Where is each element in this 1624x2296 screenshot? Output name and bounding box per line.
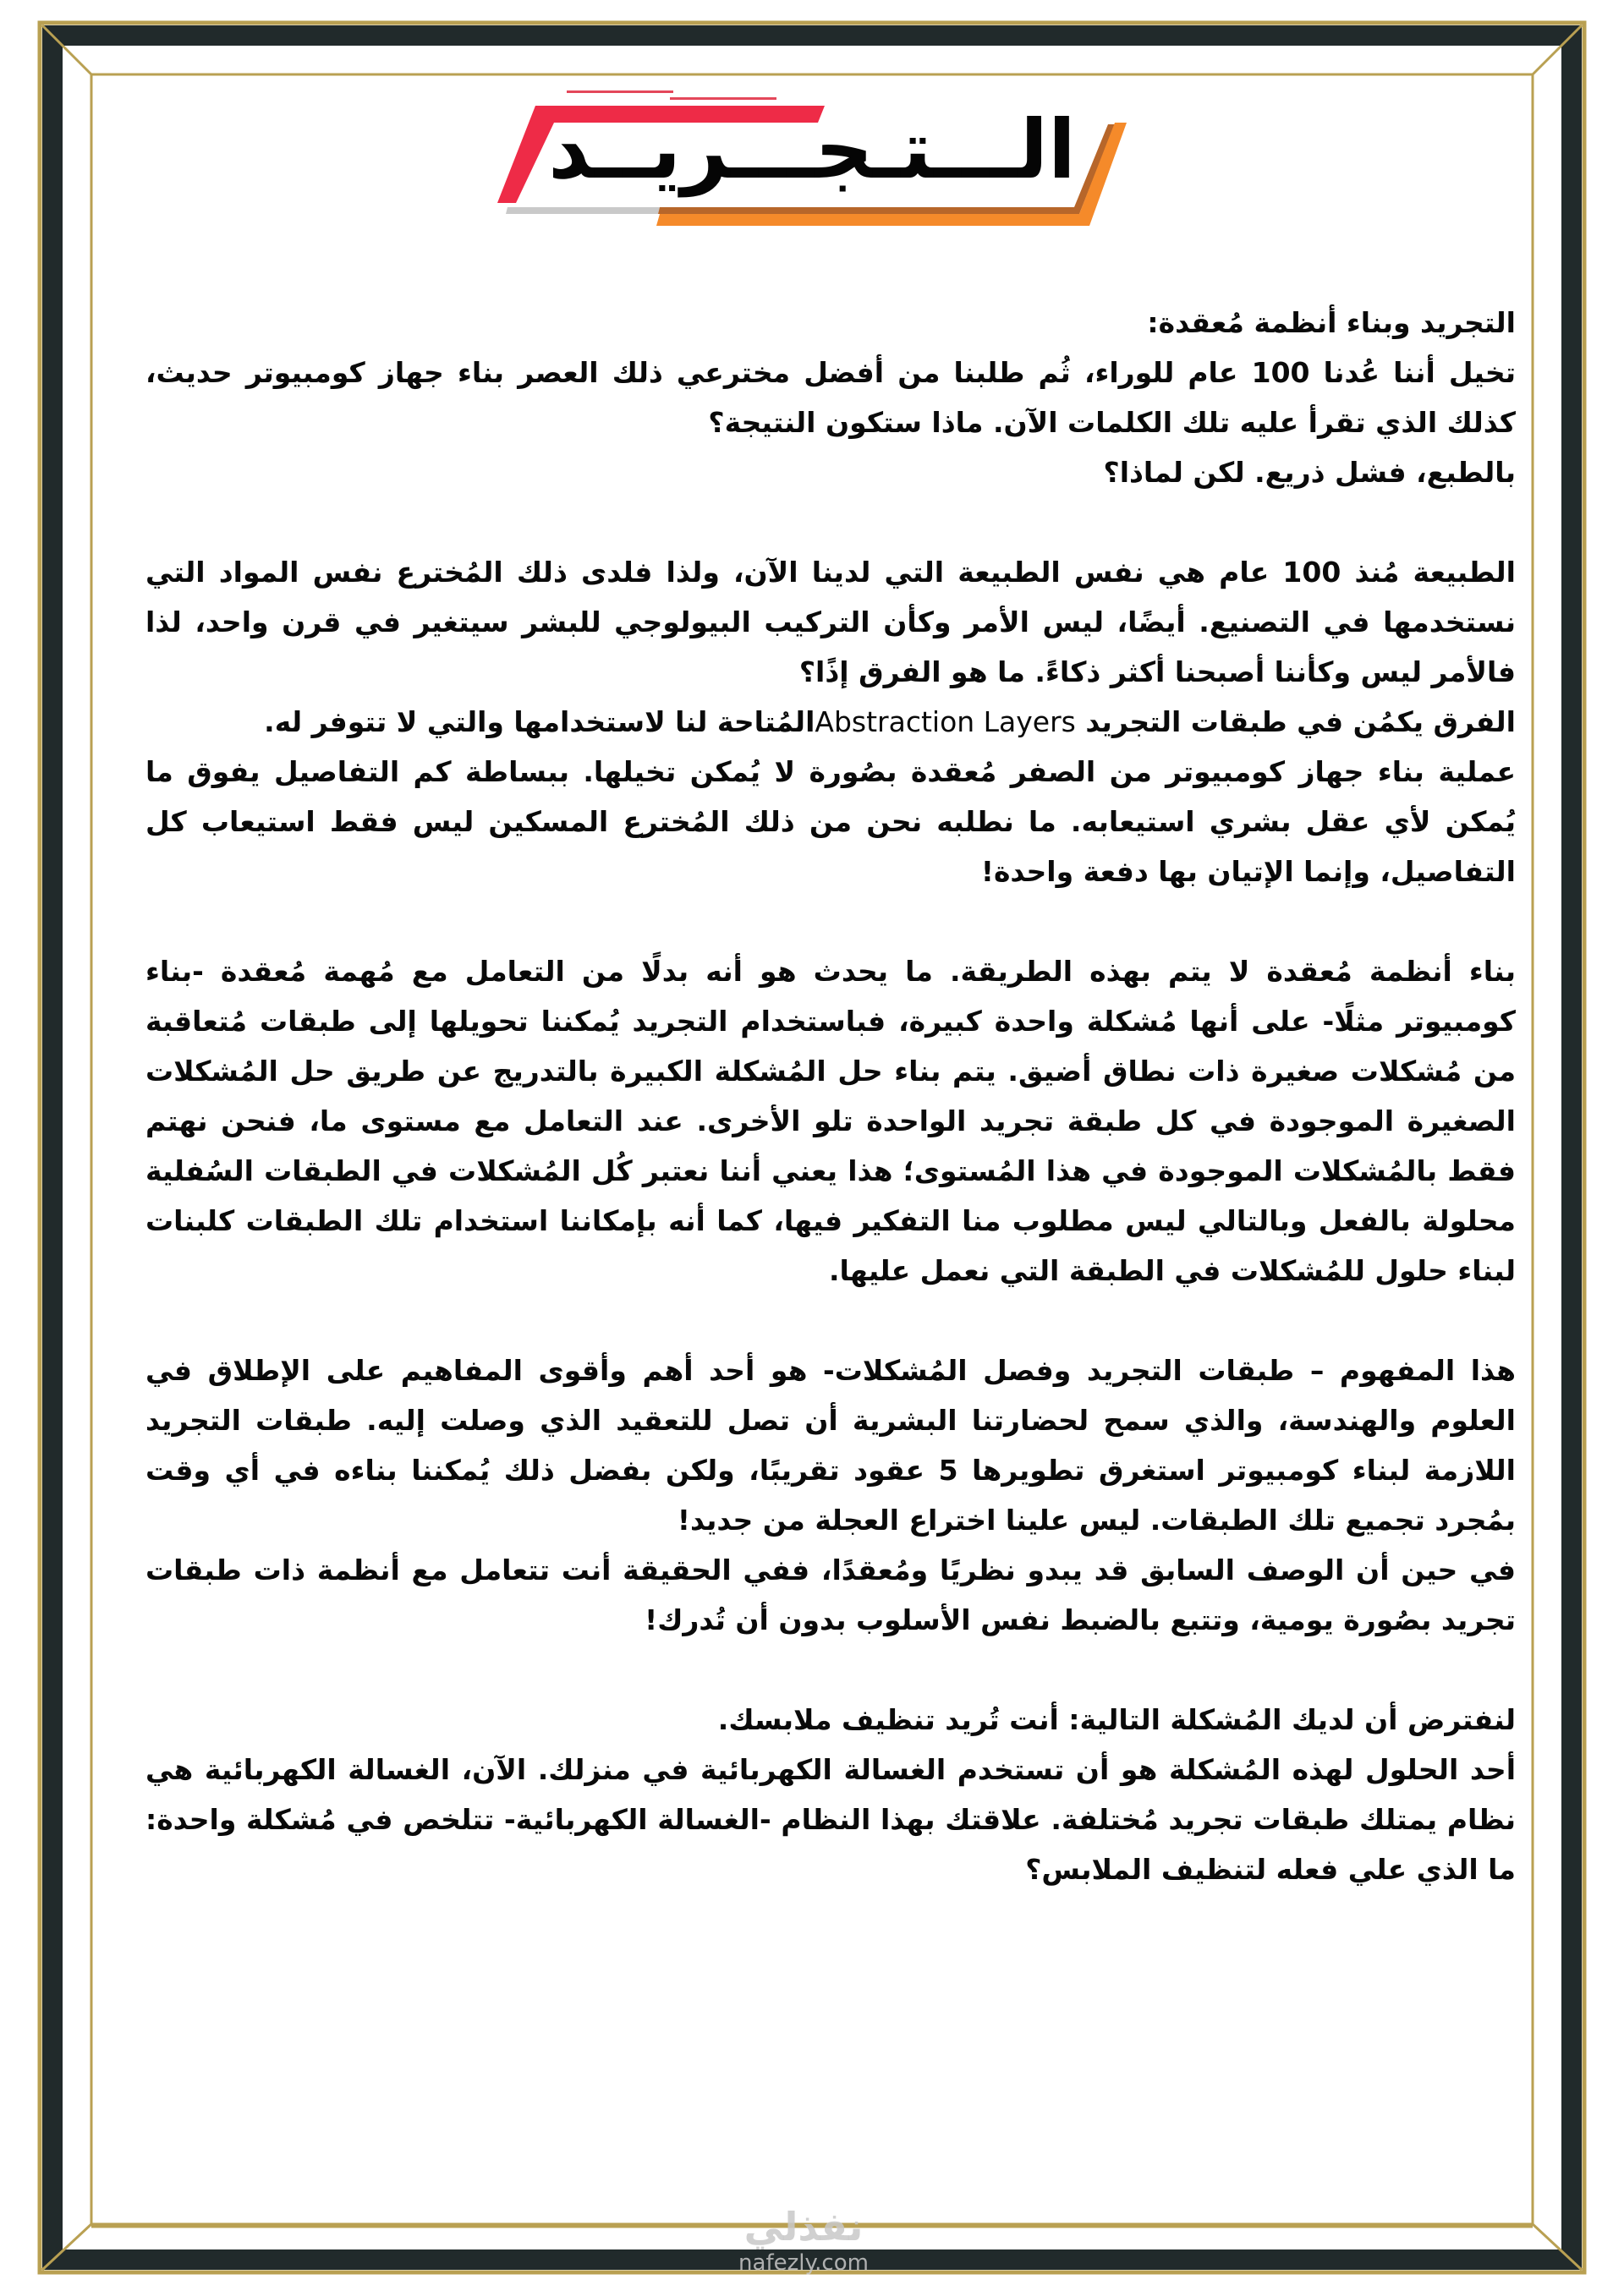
right-dark-band: [1561, 25, 1582, 2270]
paragraph-gap: [145, 497, 1516, 547]
difference-after: المُتاحة لنا لاستخدامها والتي لا تتوفر له.: [264, 705, 815, 738]
paragraph-1-line-2: بالطبع، فشل ذريع. لكن لماذا؟: [1103, 456, 1516, 489]
paragraph-5-line-1: لنفترض أن لديك المُشكلة التالية: أنت تُريد تنظيف ملابسك.: [717, 1703, 1516, 1736]
top-bevel: [63, 46, 1561, 74]
paragraph-gap: [145, 1645, 1516, 1695]
paragraph-4-line-2: في حين أن الوصف السابق قد يبدو نظريًا ومُعقدًا، ففي الحقيقة أنت تتعامل مع أنظمة ذات طبقات تجريد بصُورة يومية، وتتبع بالضبط نفس الأسلوب بدون أن تُدرك!: [145, 1553, 1516, 1636]
article-body: [145, 298, 1516, 1894]
left-bevel: [63, 46, 91, 2249]
paragraph-3: بناء أنظمة مُعقدة لا يتم بهذه الطريقة. ما يحدث هو أنه بدلًا من التعامل مع مُهمة مُعقدة -بناء كومبيوتر مثلًا- على أنها مُشكلة واحدة كبيرة، فباستخدام التجريد يُمكننا تحويلها إلى طبقات مُتعاقبة من مُشكلات صغيرة ذات نطاق أضيق. يتم بناء حل المُشكلة الكبيرة بالتدريج عن طريق حل المُشكلات الصغيرة الموجودة في كل طبقة تجريد الواحدة تلو الأخرى. عند التعامل مع مستوى ما، فنحن نهتم فقط بالمُشكلات الموجودة في هذا المُستوى؛ هذا يعني أننا نعتبر كُل المُشكلات في الطبقات السُفلية محلولة بالفعل وبالتالي ليس مطلوب منا التفكير فيها، كما أنه بإمكاننا استخدام تلك الطبقات كلبنات لبناء حلول للمُشكلات في الطبقة التي نعمل عليها.: [145, 955, 1516, 1287]
watermark-arabic: نفذلي: [743, 2204, 864, 2249]
left-dark-band: [42, 25, 63, 2270]
paragraph-2-line-1: الطبيعة مُنذ 100 عام هي نفس الطبيعة التي لدينا الآن، ولذا فلدى ذلك المُخترع نفس المواد التي نستخدمها في التصنيع. أيضًا، ليس الأمر وكأن التركيب البيولوجي للبشر سيتغير في قرن واحد، لذا فالأمر ليس وكأننا أصبحنا أكثر ذكاءً. ما هو الفرق إذًا؟: [145, 556, 1516, 688]
watermark: [702, 2203, 905, 2276]
title-logo: [482, 80, 1142, 228]
article-heading: التجريد وبناء أنظمة مُعقدة:: [1147, 306, 1516, 339]
paragraph-gap: [145, 1296, 1516, 1345]
watermark-url: nafezly.com: [738, 2250, 869, 2276]
paragraph-2-difference: [145, 697, 1516, 747]
paragraph-gap: [145, 896, 1516, 946]
paragraph-2-line-3: عملية بناء جهاز كومبيوتر من الصفر مُعقدة بصُورة لا يُمكن تخيلها. ببساطة كم التفاصيل يفوق ما يُمكن لأي عقل بشري استيعابه. ما نطلبه نحن من ذلك المُخترع المسكين ليس فقط استيعاب كل التفاصيل، وإنما الإتيان بها دفعة واحدة!: [145, 755, 1516, 888]
difference-before: الفرق يكمُن في طبقات التجريد: [1075, 705, 1516, 738]
abstraction-layers-term: Abstraction Layers: [815, 705, 1076, 738]
paragraph-4-line-1: هذا المفهوم – طبقات التجريد وفصل المُشكلات- هو أحد أهم وأقوى المفاهيم على الإطلاق في العلوم والهندسة، والذي سمح لحضارتنا البشرية أن تصل للتعقيد الذي وصلت إليه. طبقات التجريد اللازمة لبناء كومبيوتر استغرق تطويرها 5 عقود تقريبًا، ولكن بفضل ذلك يُمكننا بناءه في أي وقت بمُجرد تجميع تلك الطبقات. ليس علينا اختراع العجلة من جديد!: [145, 1354, 1516, 1537]
paragraph-1-line-1: تخيل أننا عُدنا 100 عام للوراء، ثُم طلبنا من أفضل مخترعي ذلك العصر بناء جهاز كومبيوتر حديث، كذلك الذي تقرأ عليه تلك الكلمات الآن. ماذا ستكون النتيجة؟: [145, 356, 1516, 439]
logo-title: الـــتـجـــريــد: [548, 102, 1076, 197]
paragraph-5-line-2: أحد الحلول لهذه المُشكلة هو أن تستخدم الغسالة الكهربائية في منزلك. الآن، الغسالة الكهربائية هي نظام يمتلك طبقات تجريد مُختلفة. علاقتك بهذا النظام -الغسالة الكهربائية- تتلخص في مُشكلة واحدة: ما الذي علي فعله لتنظيف الملابس؟: [145, 1753, 1516, 1886]
logo-gray-bar: [506, 207, 660, 214]
right-bevel: [1533, 46, 1561, 2249]
logo-red-line-1: [567, 90, 673, 93]
top-dark-band: [42, 25, 1582, 46]
